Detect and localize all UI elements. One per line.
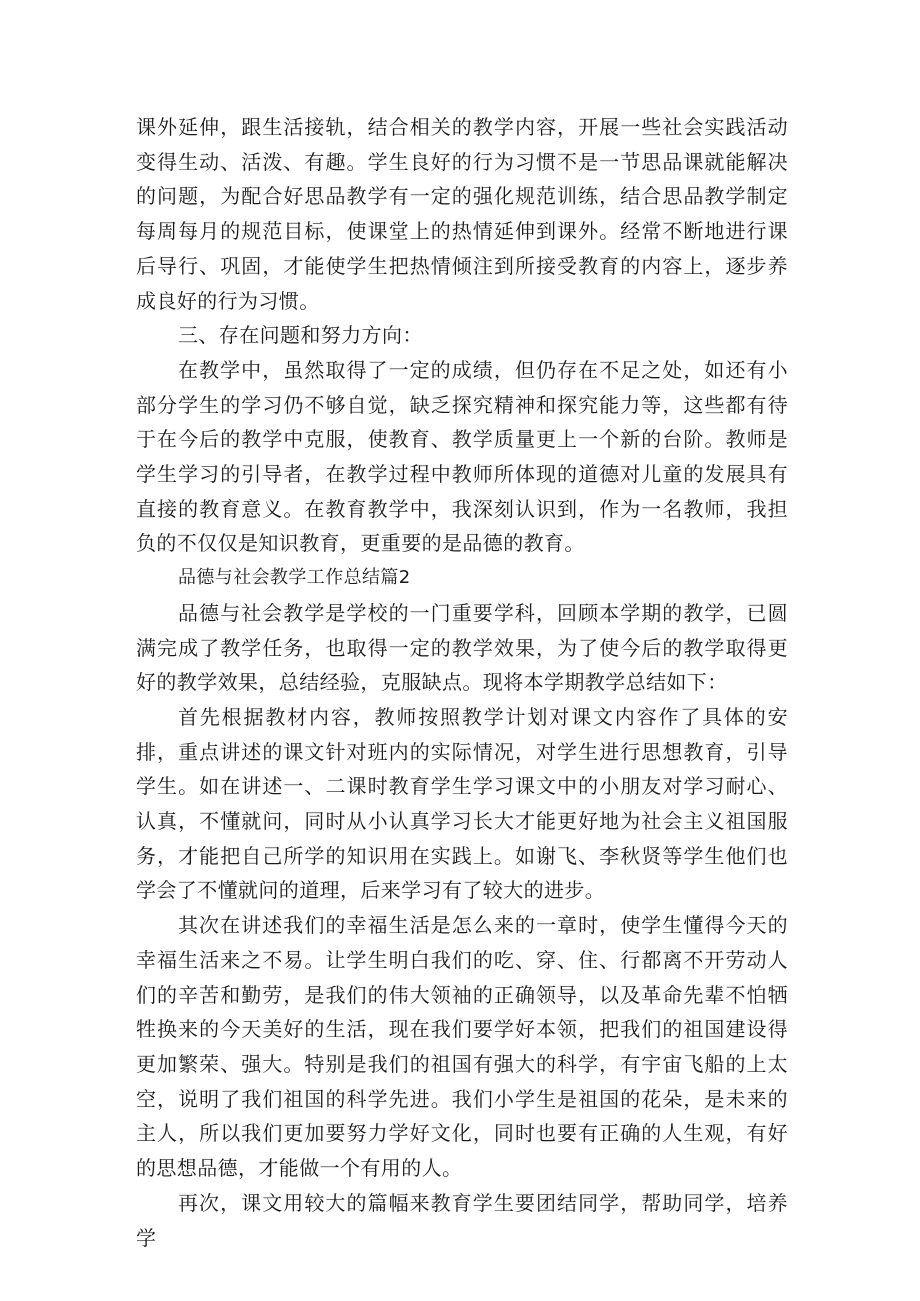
paragraph-problems: 在教学中，虽然取得了一定的成绩，但仍存在不足之处，如还有小部分学生的学习仍不够自觉，缺乏探究精神和探究能力等，这些都有待于在今后的教学中克服，使教育、教学质量更上一个新的台阶。教师是学生学习的引导者，在教学过程中教师所体现的道德对儿童的发展具有直接的教育意义。在教育教学中，我深刻认识到，作为一名教师，我担负的不仅仅是知识教育，更重要的是品德的教育。 bbox=[136, 357, 788, 556]
paragraph-intro: 品德与社会教学是学校的一门重要学科，回顾本学期的教学，已圆满完成了教学任务，也取得一定的教学效果，为了使今后的教学取得更好的教学效果，总结经验，克服缺点。现将本学期教学总结如下： bbox=[136, 600, 788, 695]
paragraph-third: 再次，课文用较大的篇幅来教育学生要团结同学，帮助同学，培养学 bbox=[136, 1190, 788, 1250]
paragraph-first: 首先根据教材内容，教师按照教学计划对课文内容作了具体的安排，重点讲述的课文针对班内的实际情况，对学生进行思想教育，引导学生。如在讲述一、二课时教育学生学习课文中的小朋友对学习耐心、认真，不懂就问，同时从小认真学习长大才能更好地为社会主义祖国服务，才能把自己所学的知识用在实践上。如谢飞、李秋贤等学生他们也学会了不懂就问的道理，后来学习有了较大的进步。 bbox=[136, 704, 788, 903]
article-title-part2: 品德与社会教学工作总结篇2 bbox=[178, 567, 411, 589]
section-heading-problems: 三、存在问题和努力方向： bbox=[178, 323, 423, 348]
paragraph-second: 其次在讲述我们的幸福生活是怎么来的一章时，使学生懂得今天的幸福生活来之不易。让学生明白我们的吃、穿、住、行都离不开劳动人们的辛苦和勤劳，是我们的伟大领袖的正确领导，以及革命先辈不怕牺牲换来的今天美好的生活，现在我们要学好本领，把我们的祖国建设得更加繁荣、强大。特别是我们的祖国有强大的科学，有宇宙飞船的上太空，说明了我们祖国的科学先进。我们小学生是祖国的花朵，是未来的主人，所以我们更加要努力学好文化，同时也要有正确的人生观，有好的思想品德，才能做一个有用的人。 bbox=[136, 913, 788, 1181]
document-body bbox=[136, 110, 788, 1255]
paragraph-continuation: 课外延伸，跟生活接轨，结合相关的教学内容，开展一些社会实践活动变得生动、活泼、有趣。学生良好的行为习惯不是一节思品课就能解决的问题，为配合好思品教学有一定的强化规范训练，结合思品教学制定每周每月的规范目标，使课堂上的热情延伸到课外。经常不断地进行课后导行、巩固，才能使学生把热情倾注到所接受教育的内容上，逐步养成良好的行为习惯。 bbox=[136, 115, 788, 313]
